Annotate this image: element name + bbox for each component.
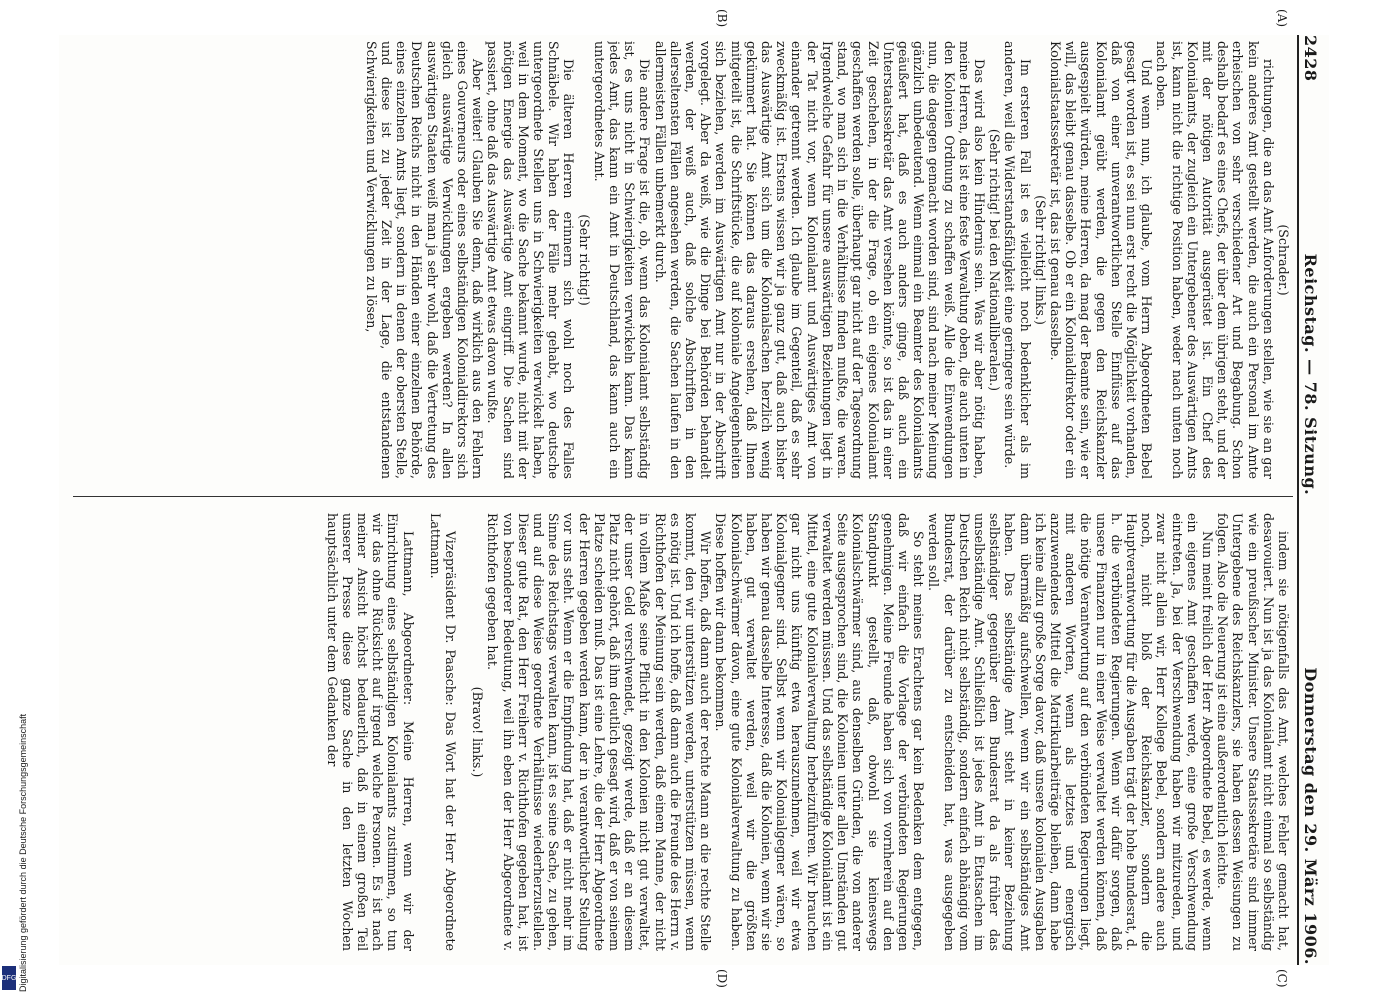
margin-mark-a: (A) bbox=[1275, 9, 1289, 28]
speaker-paragraph: Lattmann, Abgeordneter: Meine Herren, wenn wir der Einrichtung eines selbständigen Kolonialamts zustimmen, so tun wir das ohne Rücksicht auf irgend welche Personen. Es ist nach meiner Ansicht höchst bedauerlich, daß in einem großen Teil unserer Presse diese ganze Sache in den letzten Wochen hauptsächlich unter dem Gedanken der bbox=[324, 513, 416, 951]
header-title: Reichstag. — 78. Sitzung. bbox=[1301, 253, 1320, 496]
left-column bbox=[71, 41, 1291, 479]
paragraph: Das wird also kein Hindernis sein. Was wir aber nötig haben, meine Herren, das ist eine feste Verwaltung oben, die auch unten in den Kolonien Ordnung zu schaffen weiß. Alle die Einwendungen nun, die dagegen gemacht worden sind, sind nach meiner Meinung gänzlich unbedeutend. Wenn einmal ein Beamter des Kolonialamts geäußert hat, daß es auch anders ginge, daß auch ein Unterstaatssekretär das Amt versehen könnte, so ist das in einer Zeit geschehen, in der die Frage, ob ein eigenes Kolonialamt geschaffen werden solle, überhaupt gar nicht auf der Tagesordnung stand, wo man sich in die Verhältnisse finden mußte, die waren. Irgendwelche Gefahr für unsere auswärtigen Beziehungen liegt in der Tat nicht vor, wenn Kolonialamt und Auswärtiges Amt von einander getrennt werden. Ich glaube im Gegenteil, daß es sehr zweckmäßig ist. Erstens wissen wir ja ganz gut, daß auch bisher das Auswärtige Amt sich um die Kolonialsachen herzlich wenig gekümmert hat. Sie können das daraus ersehen, daß Ihnen mitgeteilt ist, die Schriftstücke, die auf koloniale Angelegenheiten sich beziehen, werden im Auswärtigen Amt nur in der Abschrift vorgelegt. Aber da weiß, wie die Dinge bei Behörden behandelt werden, der weiß auch, daß solche Abschriften in den allerseltensten Fällen angesehen werden, die Sachen laufen in den allermeisten Fällen unbemerkt durch. bbox=[652, 41, 987, 479]
digitization-caption bbox=[4, 612, 28, 992]
interjection: (Bravo! links.) bbox=[470, 686, 486, 778]
column-divider bbox=[73, 496, 1293, 497]
page-header bbox=[1301, 35, 1329, 965]
spacer bbox=[458, 513, 470, 951]
margin-mark-d: (D) bbox=[715, 969, 729, 988]
paragraph: Die älteren Herren erinnern sich wohl noch des Falles Schnäbele. Wir haben der Fälle mehr gehabt, wo deutsche untergeordnete Stellen uns in Schwierigkeiten verwickelt haben, weil in dem Moment, wo die Sache bekannt wurde, nicht mit der nötigen Energie das Auswärtige Amt eingriff. Die Sachen sind passiert, ohne daß das Auswärtige Amt etwas davon wußte. bbox=[485, 41, 577, 479]
header-date: Donnerstag den 29. März 1906. bbox=[1301, 667, 1320, 965]
speaker-tag: (Schrader.) bbox=[1276, 224, 1291, 296]
interjection: (Sehr richtig!) bbox=[576, 214, 592, 306]
margin-mark-b: (B) bbox=[715, 9, 729, 28]
paragraph: Nun meint freilich der Herr Abgeordnete Bebel, es werde, wenn ein eigenes Amt geschaffen werde, eine große Verschwendung eintreten. Ja, bei der Verschwendung haben wir mitzureden, und zwar nicht allein wir, Herr Kollege Bebel, sondern andere auch noch, nicht bloß der Reichskanzler, sondern die Hauptverantwortung für die Ausgaben trägt der hohe Bundesrat, d. h. die verbündeten Regierungen. Wenn wir dafür sorgen, daß unsere Finanzen nur in einer Weise verwaltet werden können, daß die nötige Verantwortung auf den verbündeten Regierungen liegt, mit anderen Worten, wenn als letztes und energisch anzuwendendes Mittel die Matrikularbeiträge bleiben, dann habe ich keine allzu große Sorge davor, daß unsere kolonialen Ausgaben dann übermäßig aufschwellen, wenn wir ein selbständiges Amt haben. Das selbständige Amt steht in keiner Beziehung selbständiger gegenüber dem Bundesrat da als früher das unselbständige Amt. Schließlich ist jedes Amt in Etatsachen im Deutschen Reich nicht selbständig, sondern einfach abhängig vom Bundesrat, der darüber zu entscheiden hat, was ausgegeben werden soll. bbox=[926, 513, 1215, 951]
paragraph: Und wenn nun, ich glaube, vom Herrn Abgeordneten Bebel gesagt worden ist, es sei nun erst recht die Möglichkeit vorhanden, daß von einer unverantwortlichen Stelle Einflüsse auf das Kolonialamt geübt werden, die gegen den Reichskanzler ausgespielt würden, meine Herren, da mag der Beamte sein, wie er will, das bleibt genau dasselbe. Ob er ein Kolonialdirektor oder ein Kolonialstaatssekretär ist, das ist genau dasselbe. bbox=[1047, 41, 1155, 479]
paragraph: Wir hoffen, daß dann auch der rechte Mann an die rechte Stelle kommt, den wir unterstützen werden, unterstützen müssen, wenn es nötig ist. Und ich hoffe, daß dann auch die Freunde des Herrn v. Richthofen der Meinung sein werden, daß einem Manne, der nicht in vollem Maße seine Pflicht in den Kolonien nicht gut verwaltet, der unser Geld verschwendet, gezeigt werde, daß er an diesem Platz nicht gehört, daß ihm deutlich gesagt wird, daß er von seinem Platze scheiden muß. Das ist eine Lehre, die der Herr Abgeordnete der Herren gegeben werden kann, der in verantwortlicher Stellung vor uns steht. Wenn er die Empfindung hat, daß er nicht mehr im Sinne des Reichstags verwalten kann, ist es seine Sache, zu gehen, und auf diese Weise geordnete Verhältnisse wiederherzustellen. Dieser gute Rat, den Herr Freiherr v. Richthofen gegeben hat, ist von besonderer Bedeutung, weil ihn eben der Herr Abgeordnete v. Richthofen gegeben hat. bbox=[485, 513, 714, 951]
paragraph: Im ersteren Fall ist es vielleicht noch bedenklicher als im anderen, weil die Widerstandsfähigkeit eine geringere sein würde. bbox=[1002, 41, 1033, 479]
paragraph: richtungen, die an das Amt Anforderungen stellen, wie sie an gar kein anderes Amt gestellt werden, die auch ein Personal im Amte erheischen von sehr verschiedener Art und Begabung. Schon deshalb bedarf es eines Chefs, der über dem übrigen steht, und der mit der nötigen Autorität ausgerüstet ist. Ein Chef des Kolonialamts, der zugleich ein Untergebener des Auswärtigen Amts ist, kann nicht die richtige Position haben, weder nach unten noch nach oben. bbox=[1154, 41, 1276, 479]
interjection: (Sehr richtig! bei den Nationalliberalen.) bbox=[987, 128, 1003, 392]
header-rule bbox=[1297, 35, 1299, 965]
right-column bbox=[71, 513, 1291, 951]
paragraph: Die andere Frage ist die, ob, wenn das Kolonialamt selbständig ist, es uns nicht in Schwierigkeiten verwickeln kann. Das kann jedes Amt, das kann ein Amt in Deutschland, das kann auch ein untergeordnetes Amt. bbox=[591, 41, 653, 479]
margin-mark-c: (C) bbox=[1275, 969, 1289, 988]
rotated-page-content bbox=[59, 9, 1329, 988]
dfg-logo: DFG bbox=[2, 966, 16, 990]
interjection: (Sehr richtig! links.) bbox=[1032, 195, 1048, 325]
spacer bbox=[416, 513, 428, 951]
paragraph: Aber weiter! Glauben Sie denn, daß wirklich aus den Fehlern eines Gouverneurs oder eines selbständigen Kolonialdirektors sich gleich auswärtige Verwicklungen ergeben werden? In allen auswärtigen Staaten weiß man ja sehr wohl, daß die Vertretung des Deutschen Reichs nicht in den Händen einer einzelnen Behörde, eines einzelnen Amts liegt, sondern in denen der obersten Stelle, und diese ist zu jeder Zeit in der Lage, die entstandenen Schwierigkeiten und Verwicklungen zu lösen, bbox=[363, 41, 486, 479]
paragraph: indem sie nötigenfalls das Amt, welches Fehler gemacht hat, desavouiert. Nun ist ja das Kolonialamt nicht einmal so selbständig wie ein preußischer Minister. Unsere Staatssekretäre sind immer Untergebene des Reichskanzlers, sie haben dessen Weisungen zu folgen. Also die Neuerung ist eine außerordentlich leichte. bbox=[1215, 513, 1291, 951]
page-number: 2428 bbox=[1301, 35, 1320, 82]
paragraph: So steht meines Erachtens gar kein Bedenken dem entgegen, daß wir einfach die Vorlage der verbündeten Regierungen genehmigen. Meine Freunde haben sich von vornherein auf den Standpunkt gestellt, daß, obwohl sie keineswegs Kolonialschwärmer sind, aus denselben Gründen, die von anderer Seite ausgesprochen sind, die Kolonien unter allen Umständen gut verwaltet werden müssen. Und das selbständige Kolonialamt ist ein Mittel, eine gute Kolonialverwaltung herbeizuführen. Wir brauchen gar nicht uns künftig etwa herauszunehmen, weil wir etwa Kolonialgegner sind. Selbst wenn wir Kolonialgegner wären, so haben wir genau dasselbe Interesse, daß die Kolonien, wenn wir sie haben, gut verwaltet werden, weil wir die größten Kolonialschwärmer davon, eine gute Kolonialverwaltung zu haben. Diese hoffen wir dann bekommen. bbox=[713, 513, 927, 951]
presidium-line: Vizepräsident Dr. Paasche: Das Wort hat der Herr Abgeordnete Lattmann. bbox=[427, 513, 459, 951]
caption-text: Digitalisierung gefördert durch die Deutsche Forschungsgemeinschaft bbox=[18, 713, 28, 992]
